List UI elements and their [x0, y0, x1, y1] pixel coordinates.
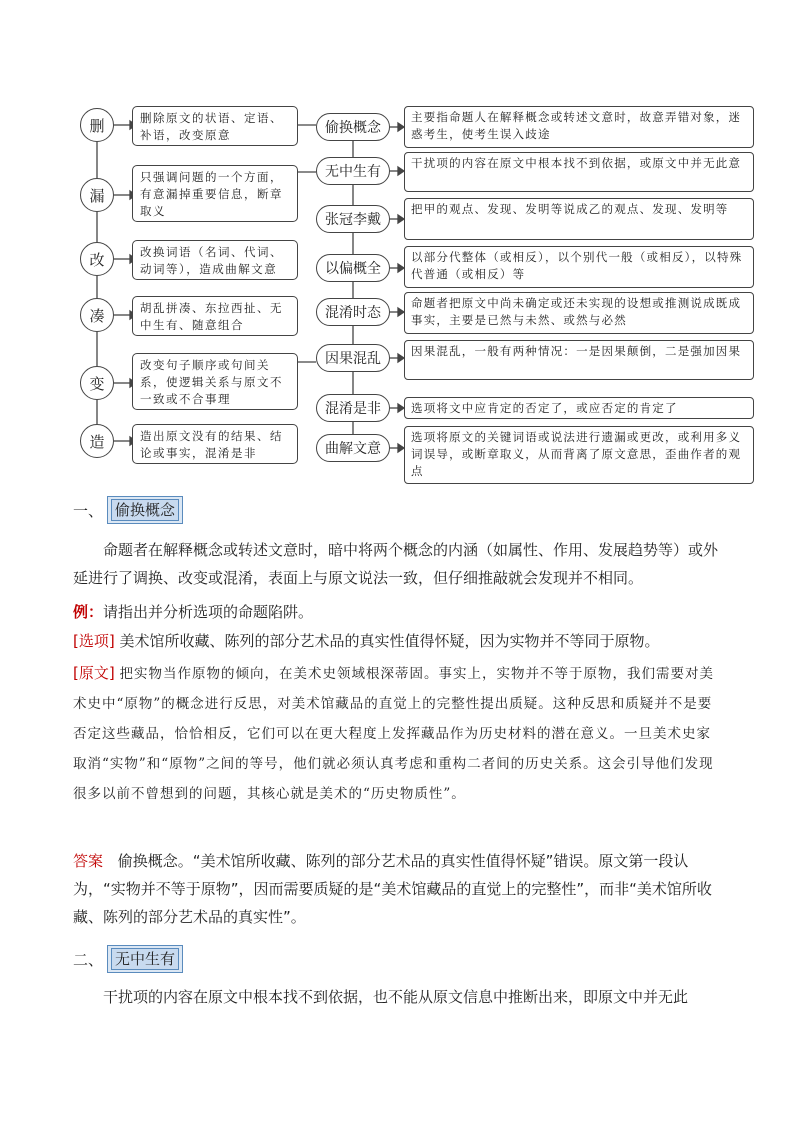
right-desc-box: 干扰项的内容在原文中根本找不到依据，或原文中并无此意: [404, 152, 754, 192]
circle-piece: 凑: [80, 298, 114, 332]
section-number: 一、: [73, 501, 104, 520]
circle-fabricate: 造: [80, 424, 114, 458]
right-desc-box: 选项将原文的关键词语或说法进行遗漏或更改，或利用多义词误导，或断章取义，从而背离了原文意思，歪曲作者的观点: [404, 426, 754, 484]
left-desc-box: 改换词语（名词、代词、动词等），造成曲解文意: [132, 240, 298, 280]
section1-intro: 命题者在解释概念或转述文意时，暗中将两个概念的内涵（如属性、作用、发展趋势等）或外延进行了调换、改变或混淆，表面上与原文说法一致，但仔细推敲就会发现并不相同。: [73, 541, 719, 587]
circle-omit: 漏: [80, 178, 114, 212]
right-desc-box: 命题者把原文中尚未确定或还未实现的设想或推测说成既成事实，主要是已然与未然、或然与必然: [404, 292, 754, 334]
section-heading-1: [73, 496, 183, 524]
right-desc-box: 选项将文中应肯定的否定了，或应否定的肯定了: [404, 397, 754, 419]
option-label: [选项]: [73, 632, 115, 650]
source-text: 把实物当作原物的倾向，在美术史领域根深蒂固。事实上，实物并不等于原物，我们需要对美术史中“原物”的概念进行反思，对美术馆藏品的直觉上的完整性提出质疑。这种反思和质疑并不是要否定这些藏品，恰恰相反，它们可以在更大程度上发挥藏品作为历史材料的潜在意义。一旦美术史家取消“实物”和“原物”之间的等号，他们就必须认真考虑和重构二者间的历史关系。这会引导他们发现很多以前不曾想到的问题，其核心就是美术的“历史物质性”。: [73, 666, 714, 802]
answer-text: 偷换概念。“美术馆所收藏、陈列的部分艺术品的真实性值得怀疑”错误。原文第一段认为，“实物并不等于原物”，因而需要质疑的是“美术馆藏品的直觉上的完整性”，而非“美术馆所收藏、陈列的部分艺术品的真实性”。: [73, 852, 712, 926]
circle-delete: 删: [80, 108, 114, 142]
answer-block: [73, 847, 723, 931]
circle-change: 改: [80, 242, 114, 276]
example-line: [73, 598, 723, 626]
answer-label: 答案: [73, 852, 104, 870]
right-desc-box: 因果混乱，一般有两种情况：一是因果颠倒，二是强加因果: [404, 340, 754, 380]
oval-overgeneralize: 以偏概全: [316, 254, 390, 282]
circle-alter: 变: [80, 366, 114, 400]
source-label: [原文]: [73, 664, 115, 682]
left-desc-box: 只强调问题的一个方面，有意漏掉重要信息，断章取义: [132, 165, 298, 222]
right-desc-box: 以部分代整体（或相反），以个别代一般（或相反），以特殊代普通（或相反）等: [404, 246, 754, 288]
oval-right-wrong: 混淆是非: [316, 394, 390, 422]
left-desc-box: 胡乱拼凑、东拉西扯、无中生有、随意组合: [132, 296, 298, 336]
left-desc-box: 删除原文的状语、定语、补语，改变原意: [132, 106, 298, 146]
option-line: [73, 627, 723, 655]
section-title: 无中生有: [111, 948, 179, 970]
oval-fabrication: 无中生有: [316, 157, 390, 185]
section2-intro: 干扰项的内容在原文中根本找不到依据，也不能从原文信息中推断出来，即原文中并无此: [103, 988, 689, 1006]
section-heading-2: [73, 945, 183, 973]
oval-cause-confusion: 因果混乱: [316, 344, 390, 372]
right-desc-box: 把甲的观点、发现、发明等说成乙的观点、发现、发明等: [404, 198, 754, 240]
oval-tense-confusion: 混淆时态: [316, 298, 390, 326]
source-passage: [73, 659, 723, 809]
oval-misinterpret: 曲解文意: [316, 434, 390, 462]
section-title: 偷换概念: [111, 499, 179, 521]
oval-misattribution: 张冠李戴: [316, 205, 390, 233]
left-desc-box: 造出原文没有的结果、结论或事实，混淆是非: [132, 424, 298, 464]
section-title-tag: [107, 496, 183, 524]
oval-concept-swap: 偷换概念: [316, 113, 390, 141]
right-desc-box: 主要指命题人在解释概念或转述文意时，故意弄错对象，迷惑考生，使考生误入歧途: [404, 106, 754, 148]
example-label: 例：: [73, 603, 104, 621]
left-desc-box: 改变句子顺序或句间关系，使逻辑关系与原文不一致或不合事理: [132, 353, 298, 410]
section-title-tag: [107, 945, 183, 973]
option-text: 美术馆所收藏、陈列的部分艺术品的真实性值得怀疑，因为实物并不等同于原物。: [119, 632, 660, 650]
section-number: 二、: [73, 950, 104, 969]
example-text: 请指出并分析选项的命题陷阱。: [103, 603, 314, 621]
